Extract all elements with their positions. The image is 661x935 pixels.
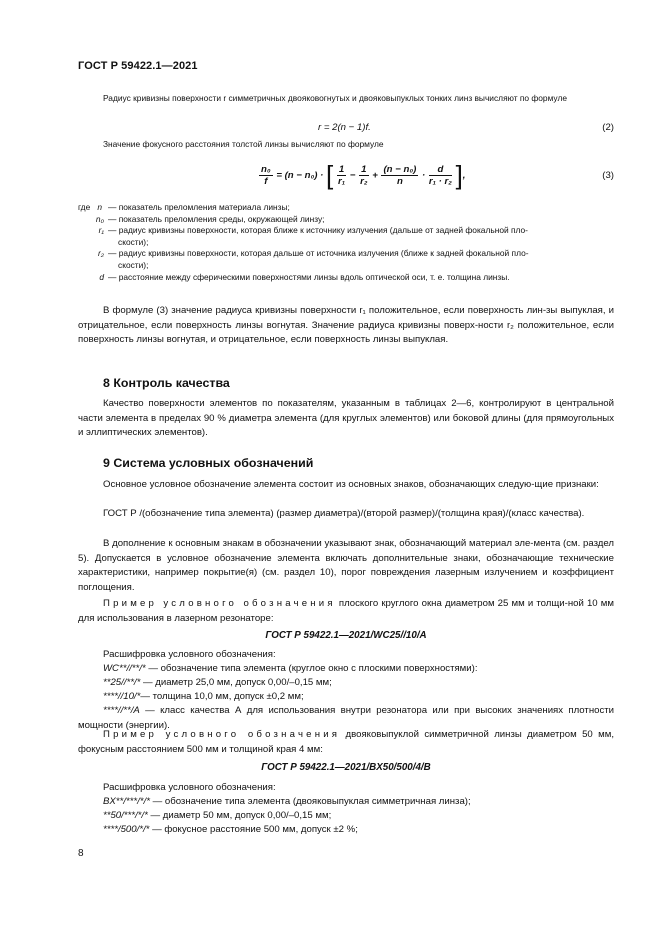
eq3-n0: n₀ — [261, 164, 271, 175]
eq3-f: f — [264, 176, 268, 187]
page-number: 8 — [78, 848, 84, 859]
section-9-p2: ГОСТ Р /(обозначение типа элемента) (размер диаметра)/(второй размер)/(толщина края)/(класс качества). — [103, 508, 585, 519]
section-9-title: 9 Система условных обозначений — [103, 456, 314, 470]
section-9-p1: Основное условное обозначение элемента состоит из основных знаков, обозначающих следую-щие признаки: — [103, 479, 599, 490]
sign-note: В формуле (3) значение радиуса кривизны поверхности r₁ положительное, если поверхность лин-зы выпуклая, и отрицательное, если поверхность линзы вогнутая. Значение радиуса кривизны поверх-ности r₂ положительное, если поверхность линзы вогнутая, и отрицательное, если поверхность линзы выпуклая. — [78, 305, 614, 346]
where-lead: где — [78, 202, 91, 212]
example-2-intro: Пример условного обозначения двояковыпуклой симметричной линзы диаметром 50 мм, фокусным расстоянием 500 мм и толщиной края 4 мм: — [78, 729, 614, 755]
equation-2-number: (2) — [602, 122, 614, 133]
example-1-item: ****//10/*— толщина 10,0 мм, допуск ±0,2 мм; — [103, 691, 304, 702]
eq3-equals: = (n − n₀) · — [276, 170, 324, 182]
example-2-item: ****/500/*/* — фокусное расстояние 500 мм, допуск ±2 %; — [103, 824, 358, 835]
example-2-decode-label: Расшифровка условного обозначения: — [103, 782, 276, 793]
section-9-p3: В дополнение к основным знакам в обозначении указывают знак, обозначающий материал эле-мента (см. раздел 5). Допускается в условное обозначение элемента включать дополнительные знаки, обозначающие технические характеристики, например покрытие(я) (см. раздел 10), порог повреждения лазерным излучением и коэффициент поглощения. — [78, 538, 614, 593]
example-1-item: WC**//**/* — обозначение типа элемента (круглое окно с плоскими поверхностями): — [103, 663, 478, 674]
example-2-item: **50/***/*/* — диаметр 50 мм, допуск 0,00/–0,15 мм; — [103, 810, 332, 821]
document-header: ГОСТ Р 59422.1—2021 — [78, 60, 198, 72]
example-1-decode-label: Расшифровка условного обозначения: — [103, 649, 276, 660]
example-1-intro: Пример условного обозначения плоского круглого окна диаметром 25 мм и толщи-ной 10 мм для использования в лазерном резонаторе: — [78, 598, 614, 624]
focal-intro: Значение фокусного расстояния толстой линзы вычисляют по формуле — [103, 139, 384, 149]
example-1-item: **25//**/* — диаметр 25,0 мм, допуск 0,00/–0,15 мм; — [103, 677, 332, 688]
example-2-item: BX**/***/*/* — обозначение типа элемента (двояковыпуклая симметричная линза); — [103, 796, 471, 807]
radius-intro: Радиус кривизны поверхности r симметричных двояковогнутых и двояковыпуклых тонких линз вычисляют по формуле — [103, 93, 567, 103]
example-1-item: ****//**/A — класс качества А для использования внутри резонатора или при высоких значениях плотности мощности (энергии). — [78, 705, 614, 731]
example-1-code: ГОСТ Р 59422.1—2021/WC25//10/A — [265, 630, 427, 641]
equation-3: $\frac{\text{n₀}}{f}$ = (n − n₀) · [ $\frac{1}{\text{r₁}}$ − $\frac{1}{\text{r₂}}$ + $\frac{\text{(n − n₀)}}{n}$ · $\frac{d}{\text{r₁ · r₂}}$ ], (3) — [261, 160, 614, 190]
section-8-title: 8 Контроль качества — [103, 376, 230, 390]
variable-list: где n — показатель преломления материала линзы; n₀ — показатель преломления среды, окружающей линзу; r₁ — радиус кривизны поверхности, которая ближе к источнику излучения (дальше от задней фокальной пло- скости); r₂ — радиус кривизны поверхности, которая дальше от источника излучения (ближе к задней фокальной пло- скости); d — расстояние между сферическими поверхностями линзы вдоль оптической оси, т. е. толщина линзы. — [78, 202, 529, 282]
example-2-code: ГОСТ Р 59422.1—2021/BX50/500/4/B — [261, 762, 431, 773]
section-8-text: Качество поверхности элементов по показателям, указанным в таблицах 2—6, контролируют в центральной части элемента в пределах 90 % диаметра элемента (для круглых элементов) или боковой длины (для прямоугольных и эллиптических элементов). — [78, 398, 614, 439]
equation-3-number: (3) — [602, 170, 614, 181]
equation-2-body: r = 2(n − 1)f. — [318, 122, 371, 133]
